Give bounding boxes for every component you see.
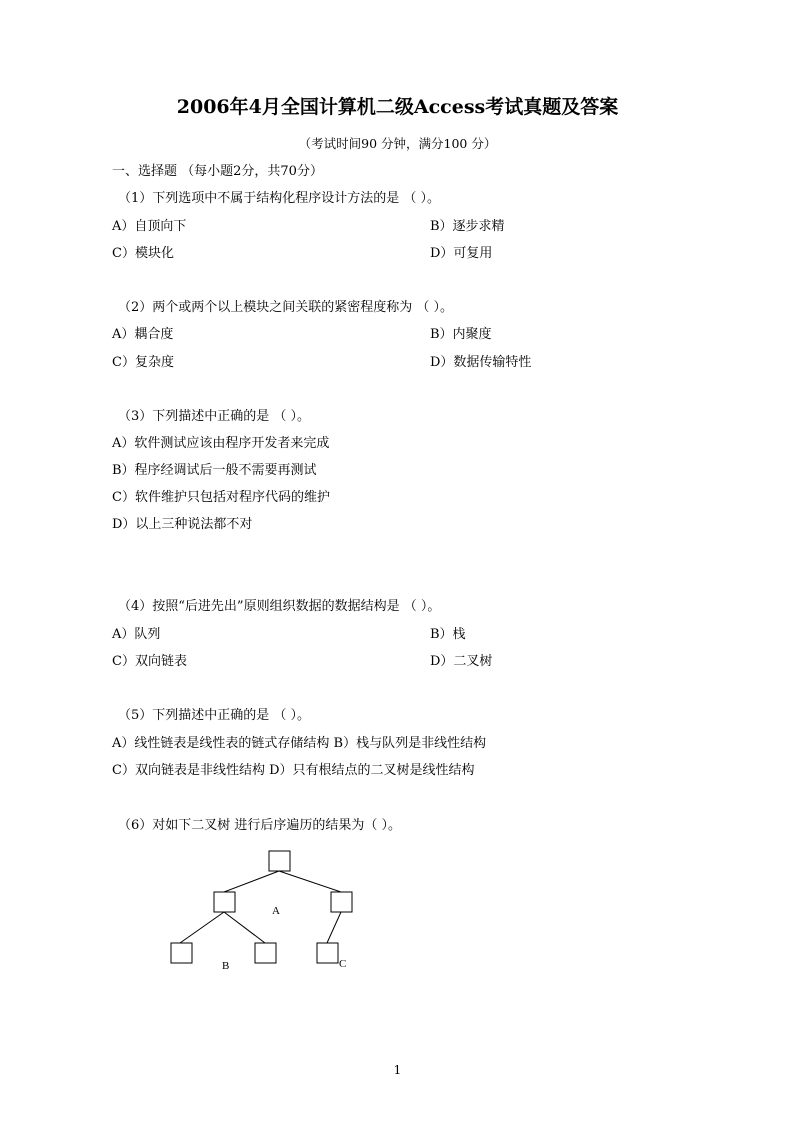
q4-option-a: A）队列 bbox=[112, 627, 161, 642]
q3-question: （3）下列描述中正确的是 （ ）。 bbox=[118, 409, 311, 424]
q4-option-d: D）二叉树 bbox=[430, 654, 493, 669]
tree-node-left-right bbox=[255, 943, 276, 963]
tree-node-root bbox=[269, 851, 290, 871]
tree-edge-right-left bbox=[327, 912, 341, 943]
q4-option-c: C）双向链表 bbox=[112, 654, 187, 669]
q5-options-line1: A）线性链表是线性表的链式存储结构 B）栈与队列是非线性结构 bbox=[112, 736, 487, 751]
q1-option-c: C）模块化 bbox=[112, 246, 174, 261]
q6-question: （6）对如下二叉树 进行后序遍历的结果为（ ）。 bbox=[118, 818, 402, 833]
tree-label-b: B bbox=[222, 960, 230, 972]
binary-tree-diagram bbox=[160, 840, 420, 980]
tree-edge-left-left bbox=[180, 912, 224, 943]
tree-label-a: A bbox=[272, 905, 280, 917]
tree-label-c: C bbox=[339, 958, 347, 970]
tree-node-left-left bbox=[171, 943, 192, 963]
q5-options-line2: C）双向链表是非线性结构 D）只有根结点的二叉树是线性结构 bbox=[112, 763, 475, 778]
q4-question: （4）按照“后进先出”原则组织数据的数据结构是 （ ）。 bbox=[118, 599, 441, 614]
page-title: 2006年4月全国计算机二级Access考试真题及答案 bbox=[176, 96, 619, 118]
q2-question: （2）两个或两个以上模块之间关联的紧密程度称为 （ ）。 bbox=[118, 300, 454, 315]
q3-option-b: B）程序经调试后一般不需要再测试 bbox=[112, 463, 317, 478]
q3-option-c: C）软件维护只包括对程序代码的维护 bbox=[112, 490, 330, 505]
q4-option-b: B）栈 bbox=[430, 627, 466, 642]
exam-info: （考试时间90 分钟，满分100 分） bbox=[298, 136, 497, 151]
q1-question: （1）下列选项中不属于结构化程序设计方法的是 （ ）。 bbox=[118, 191, 441, 206]
q1-option-a: A）自顶向下 bbox=[112, 219, 187, 234]
q3-option-a: A）软件测试应该由程序开发者来完成 bbox=[112, 436, 330, 451]
page-number: 1 bbox=[393, 1063, 402, 1077]
section-heading: 一、选择题 （每小题2分，共70分） bbox=[112, 164, 323, 179]
tree-edge-root-right bbox=[279, 871, 341, 892]
q2-option-b: B）内聚度 bbox=[430, 327, 492, 342]
tree-node-right bbox=[331, 892, 352, 912]
q1-option-d: D）可复用 bbox=[430, 246, 493, 261]
tree-edge-left-right bbox=[224, 912, 265, 943]
tree-edge-root-left bbox=[224, 871, 279, 892]
q2-option-a: A）耦合度 bbox=[112, 327, 174, 342]
tree-node-right-left bbox=[317, 943, 338, 963]
tree-node-left bbox=[214, 892, 235, 912]
q3-option-d: D）以上三种说法都不对 bbox=[112, 517, 253, 532]
q2-option-c: C）复杂度 bbox=[112, 355, 174, 370]
q5-question: （5）下列描述中正确的是 （ ）。 bbox=[118, 708, 311, 723]
q1-option-b: B）逐步求精 bbox=[430, 219, 505, 234]
q2-option-d: D）数据传输特性 bbox=[430, 355, 532, 370]
